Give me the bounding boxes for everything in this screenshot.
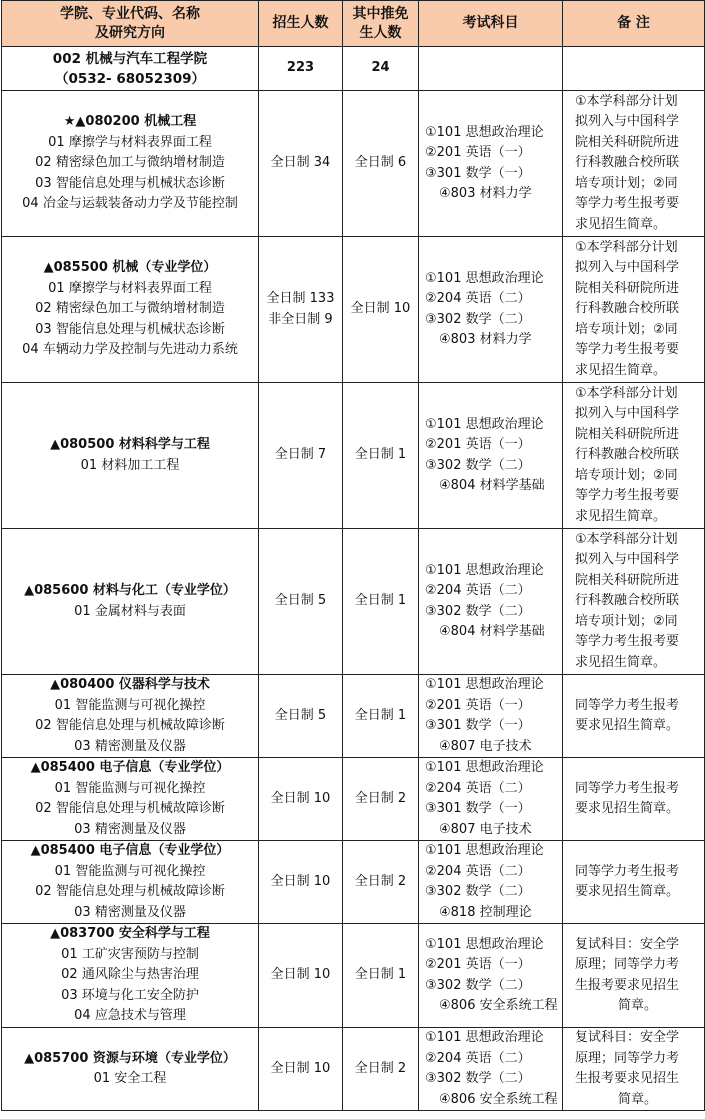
program-cell [2,237,259,383]
note-line: 生报考要求见招生 [575,977,680,993]
research-direction: 01 智能监测与可视化操控 [54,780,206,796]
exam-subject: ④806 安全系统工程 [439,998,558,1013]
program-cell [2,383,259,529]
research-direction: 02 智能信息处理与机械故障诊断 [35,718,225,733]
research-direction: 01 摩擦学与材料表界面工程 [48,280,212,296]
exam-subject: ①101 思想政治理论 [425,1030,544,1045]
program-title: ▲085700 资源与环境（专业学位） [24,1050,236,1066]
enroll-cell [259,1028,343,1111]
note-line: 培专项计划；②同 [575,175,678,191]
note-line: 院相关科研院所进 [575,134,680,150]
research-direction: 01 金属材料与表面 [74,603,186,619]
subjects-cell [419,237,563,383]
program-title: ★▲080200 机械工程 [63,114,197,130]
enroll-cell [259,529,343,675]
research-direction: 02 精密绿色加工与微纳增材制造 [35,301,225,317]
enroll-cell [259,237,343,383]
college-name: 002 机械与汽车工程学院 [52,50,208,67]
note-line: 要求见招生简章。 [575,718,680,733]
exam-subject: ③301 数学（一） [425,718,531,733]
notes-cell [563,91,705,237]
exam-subject: ①101 思想政治理论 [425,416,544,432]
table-row [2,91,705,237]
exam-subject: ②201 英语（一） [425,437,531,452]
note-line: 行科教融合校所联 [575,155,680,171]
exam-subject: ④807 电子技术 [439,738,532,754]
enroll-cell [259,841,343,924]
exempt-count: 全日制 1 [343,383,419,529]
exam-subject: ②204 英语（二） [425,780,531,796]
exempt-count: 全日制 1 [343,529,419,675]
subjects-cell [419,529,563,675]
exam-subject: ①101 思想政治理论 [425,936,544,952]
program-title: ▲085600 材料与化工（专业学位） [24,583,236,598]
note-line: 等学力考生报考要 [575,488,680,504]
table-row [2,1028,705,1111]
college-row [2,47,705,91]
research-direction: 01 智能监测与可视化操控 [54,863,206,879]
exam-subject: ②204 英语（二） [425,291,531,306]
table-header-row [2,1,705,47]
exam-subject: ③301 数学（一） [425,801,531,816]
header-enroll: 招生人数 [259,1,343,47]
exam-subject: ③302 数学（二） [425,603,531,619]
exam-subject: ④803 材料力学 [439,186,532,201]
exam-subject: ③302 数学（二） [425,977,531,993]
enroll-cell [259,924,343,1028]
research-direction: 01 工矿灾害预防与控制 [61,946,199,962]
exam-subject: ①101 思想政治理论 [425,270,544,286]
table-row [2,675,705,758]
notes-cell [563,758,705,841]
research-direction: 03 智能信息处理与机械状态诊断 [35,175,225,191]
college-notes-empty [563,47,705,91]
note-line: 要求见招生简章。 [575,801,680,816]
note-line: 院相关科研院所进 [575,572,680,588]
table-row [2,529,705,675]
exam-subject: ④807 电子技术 [439,821,532,837]
exam-subject: ③302 数学（二） [425,457,531,473]
note-line: 行科教融合校所联 [575,301,680,317]
exam-subject: ③302 数学（二） [425,884,531,899]
program-cell [2,841,259,924]
enroll-cell [259,91,343,237]
research-direction: 02 通风除尘与热害治理 [61,967,199,983]
program-title: ▲085500 机械（专业学位） [43,260,217,276]
enroll-count: 全日制 10 [270,967,331,983]
notes-cell [563,924,705,1028]
research-direction: 02 精密绿色加工与微纳增材制造 [35,155,225,171]
table-row [2,924,705,1028]
subjects-cell [419,91,563,237]
program-title: ▲080500 材料科学与工程 [50,437,210,452]
note-line: 要求见招生简章。 [575,884,680,899]
exam-subject: ③302 数学（二） [425,311,531,327]
table-row [2,758,705,841]
table-row [2,237,705,383]
header-dept [2,1,259,47]
exam-subject: ②201 英语（一） [425,697,531,713]
enroll-count: 全日制 10 [270,873,331,889]
college-exempt: 24 [343,47,419,91]
exempt-count: 全日制 10 [343,237,419,383]
enroll-count: 全日制 7 [274,447,327,463]
program-cell [2,529,259,675]
notes-cell [563,383,705,529]
note-line: 求见招生简章。 [575,508,667,524]
note-line: 拟列入与中国科学 [575,552,680,568]
note-line: 等学力考生报考要 [575,342,680,358]
exam-subject: ①101 思想政治理论 [425,843,544,858]
exempt-count: 全日制 2 [343,1028,419,1111]
research-direction: 04 应急技术与管理 [74,1008,186,1024]
note-line: 拟列入与中国科学 [575,406,680,422]
research-direction: 01 摩擦学与材料表界面工程 [48,134,212,150]
program-cell [2,675,259,758]
research-direction: 03 精密测量及仪器 [74,904,186,920]
subjects-cell [419,841,563,924]
exam-subject: ②204 英语（二） [425,863,531,879]
admissions-table [1,0,705,1111]
exam-subject: ②201 英语（一） [425,957,531,972]
notes-cell [563,841,705,924]
exempt-count: 全日制 2 [343,758,419,841]
exam-subject: ①101 思想政治理论 [425,760,544,775]
exam-subject: ④806 安全系统工程 [439,1091,558,1107]
enroll-count: 全日制 34 [270,155,331,171]
exempt-count: 全日制 6 [343,91,419,237]
note-line: 行科教融合校所联 [575,593,680,609]
notes-cell [563,1028,705,1111]
header-dept-line1: 学院、专业代码、名称 [60,5,200,22]
note-line: 简章。 [617,998,657,1013]
research-direction: 03 精密测量及仪器 [74,821,186,837]
exam-subject: ④804 材料学基础 [439,624,545,639]
research-direction: 03 智能信息处理与机械状态诊断 [35,321,225,337]
note-line: 同等学力考生报考 [575,863,680,879]
note-line: 院相关科研院所进 [575,426,680,442]
enroll-count: 全日制 5 [274,593,327,609]
enroll-cell [259,383,343,529]
header-exempt-line1: 其中推免 [352,5,409,22]
college-phone: （0532- 68052309） [54,70,206,87]
exempt-count: 全日制 1 [343,675,419,758]
college-enroll: 223 [259,47,343,91]
table-row [2,383,705,529]
note-line: ①本学科部分计划 [575,239,678,255]
research-direction: 01 材料加工工程 [80,457,180,473]
exam-subject: ③301 数学（一） [425,165,531,181]
subjects-cell [419,675,563,758]
note-line: 求见招生简章。 [575,654,667,670]
note-line: 求见招生简章。 [575,362,667,378]
note-line: ①本学科部分计划 [575,385,678,401]
note-line: 原理；同等学力考 [575,1050,680,1066]
exam-subject: ②201 英语（一） [425,145,531,160]
exam-subject: ①101 思想政治理论 [425,677,544,692]
note-line: 培专项计划；②同 [575,321,678,337]
note-line: 求见招生简章。 [575,216,667,232]
research-direction: 04 冶金与运载装备动力学及节能控制 [22,196,238,212]
college-subjects-empty [419,47,563,91]
exam-subject: ④803 材料力学 [439,332,532,347]
research-direction: 02 智能信息处理与机械故障诊断 [35,801,225,816]
note-line: 等学力考生报考要 [575,196,680,212]
notes-cell [563,237,705,383]
program-title: ▲083700 安全科学与工程 [50,926,210,942]
header-dept-line2: 及研究方向 [95,24,165,41]
research-direction: 02 智能信息处理与机械故障诊断 [35,884,225,899]
subjects-cell [419,924,563,1028]
notes-cell [563,675,705,758]
exam-subject: ④818 控制理论 [439,904,532,920]
note-line: 拟列入与中国科学 [575,260,680,276]
enroll-count: 非全日制 9 [268,311,333,327]
program-cell [2,91,259,237]
note-line: 同等学力考生报考 [575,697,680,713]
enroll-count: 全日制 5 [274,707,327,723]
notes-cell [563,529,705,675]
research-direction: 01 智能监测与可视化操控 [54,697,206,713]
note-line: 复试科目：安全学 [575,1030,680,1045]
research-direction: 03 环境与化工安全防护 [61,987,199,1003]
note-line: 原理；同等学力考 [575,957,680,972]
program-title: ▲085400 电子信息（专业学位） [30,843,230,858]
program-title: ▲080400 仪器科学与技术 [50,677,210,692]
enroll-cell [259,675,343,758]
program-cell [2,758,259,841]
college-cell [2,47,259,91]
exempt-count: 全日制 2 [343,841,419,924]
research-direction: 04 车辆动力学及控制与先进动力系统 [22,342,238,358]
note-line: 简章。 [617,1091,657,1107]
table-row [2,841,705,924]
program-title: ▲085400 电子信息（专业学位） [30,760,230,775]
enroll-count: 全日制 10 [270,790,331,806]
note-line: 等学力考生报考要 [575,634,680,650]
exempt-count: 全日制 1 [343,924,419,1028]
enroll-count: 全日制 10 [270,1060,331,1076]
note-line: 行科教融合校所联 [575,447,680,463]
note-line: ①本学科部分计划 [575,93,678,109]
note-line: 同等学力考生报考 [575,780,680,796]
subjects-cell [419,383,563,529]
research-direction: 03 精密测量及仪器 [74,738,186,754]
exam-subject: ②204 英语（二） [425,1050,531,1066]
note-line: 复试科目：安全学 [575,936,680,952]
program-cell [2,924,259,1028]
header-notes: 备 注 [563,1,705,47]
note-line: 生报考要求见招生 [575,1071,680,1086]
header-exempt-line2: 生人数 [359,24,402,41]
note-line: 拟列入与中国科学 [575,114,680,130]
program-cell [2,1028,259,1111]
exam-subject: ②204 英语（二） [425,583,531,598]
header-exempt [343,1,419,47]
note-line: 培专项计划；②同 [575,613,678,629]
header-subjects: 考试科目 [419,1,563,47]
enroll-count: 全日制 133 [266,291,335,306]
note-line: 院相关科研院所进 [575,280,680,296]
exam-subject: ④804 材料学基础 [439,478,545,493]
exam-subject: ①101 思想政治理论 [425,124,544,140]
research-direction: 01 安全工程 [93,1071,167,1086]
subjects-cell [419,1028,563,1111]
note-line: ①本学科部分计划 [575,531,678,547]
enroll-cell [259,758,343,841]
exam-subject: ①101 思想政治理论 [425,562,544,578]
note-line: 培专项计划；②同 [575,467,678,483]
exam-subject: ③302 数学（二） [425,1071,531,1086]
subjects-cell [419,758,563,841]
